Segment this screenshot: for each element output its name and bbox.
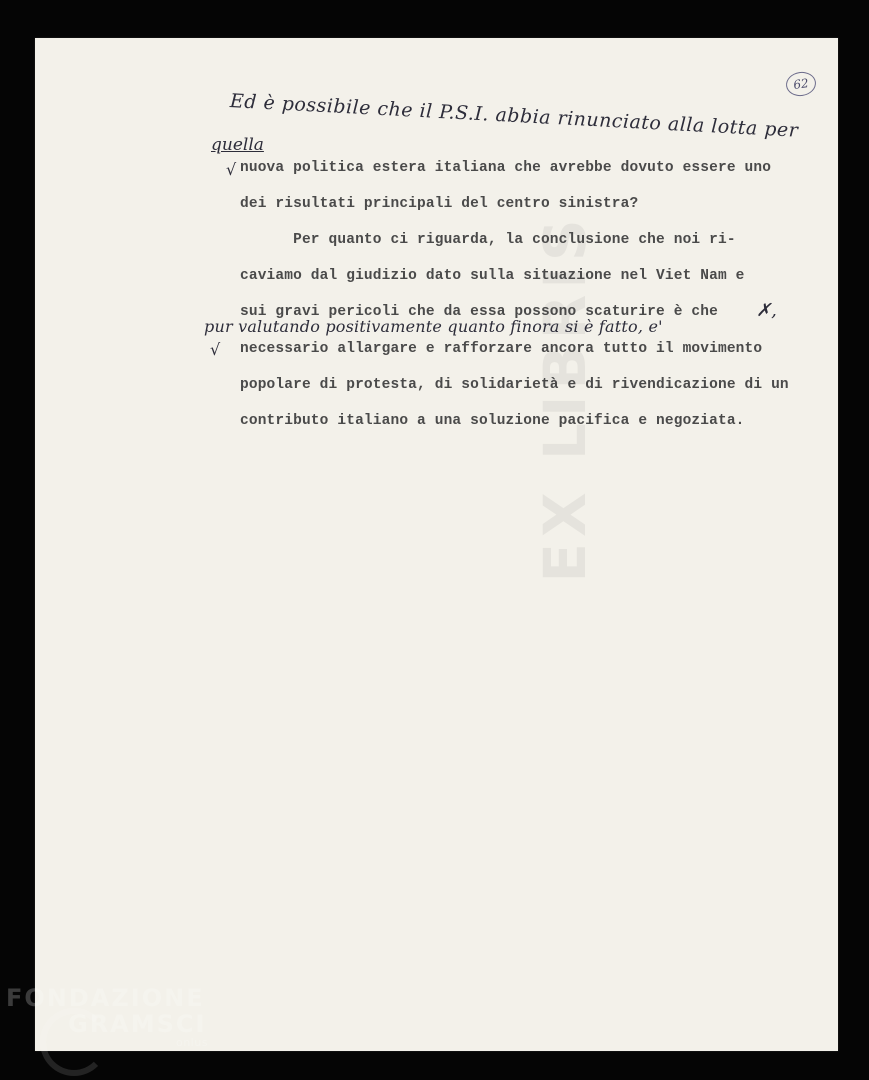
insertion-mark-icon: √ xyxy=(226,160,237,179)
fondazione-gramsci-logo xyxy=(6,984,208,1049)
page-number: 62 xyxy=(784,70,817,98)
typed-line-3: Per quanto ci riguarda, la conclusione che noi ri- xyxy=(240,232,736,248)
typed-line-8: contributo italiano a una soluzione pacifica e negoziata. xyxy=(240,413,745,429)
handwritten-word-quella: quella xyxy=(211,135,264,155)
logo-line-1: FONDAZIONE xyxy=(6,984,205,1012)
typed-line-1: nuova politica estera italiana che avrebbe dovuto essere uno xyxy=(240,160,772,176)
insertion-mark-icon: √ xyxy=(210,340,221,359)
typed-line-4: caviamo dal giudizio dato sulla situazione nel Viet Nam e xyxy=(240,268,745,284)
typed-line-2: dei risultati principali del centro sinistra? xyxy=(240,196,639,212)
handwritten-line-top: Ed è possibile che il P.S.I. abbia rinunciato alla lotta per xyxy=(229,90,799,142)
document-page xyxy=(35,38,838,1051)
typed-line-6: necessario allargare e rafforzare ancora tutto il movimento xyxy=(240,341,763,357)
handwritten-correction: ✗, xyxy=(756,300,777,321)
logo-line-3: onlus xyxy=(176,1036,208,1049)
logo-line-2: GRAMSCI xyxy=(68,1010,207,1038)
handwritten-insert: pur valutando positivamente quanto finora si è fatto, e' xyxy=(204,317,663,336)
watermark: EX LIBRIS xyxy=(531,213,599,583)
typed-line-7: popolare di protesta, di solidarietà e di rivendicazione di un xyxy=(240,377,789,393)
typed-line-5: sui gravi pericoli che da essa possono scaturire è che xyxy=(240,304,718,320)
